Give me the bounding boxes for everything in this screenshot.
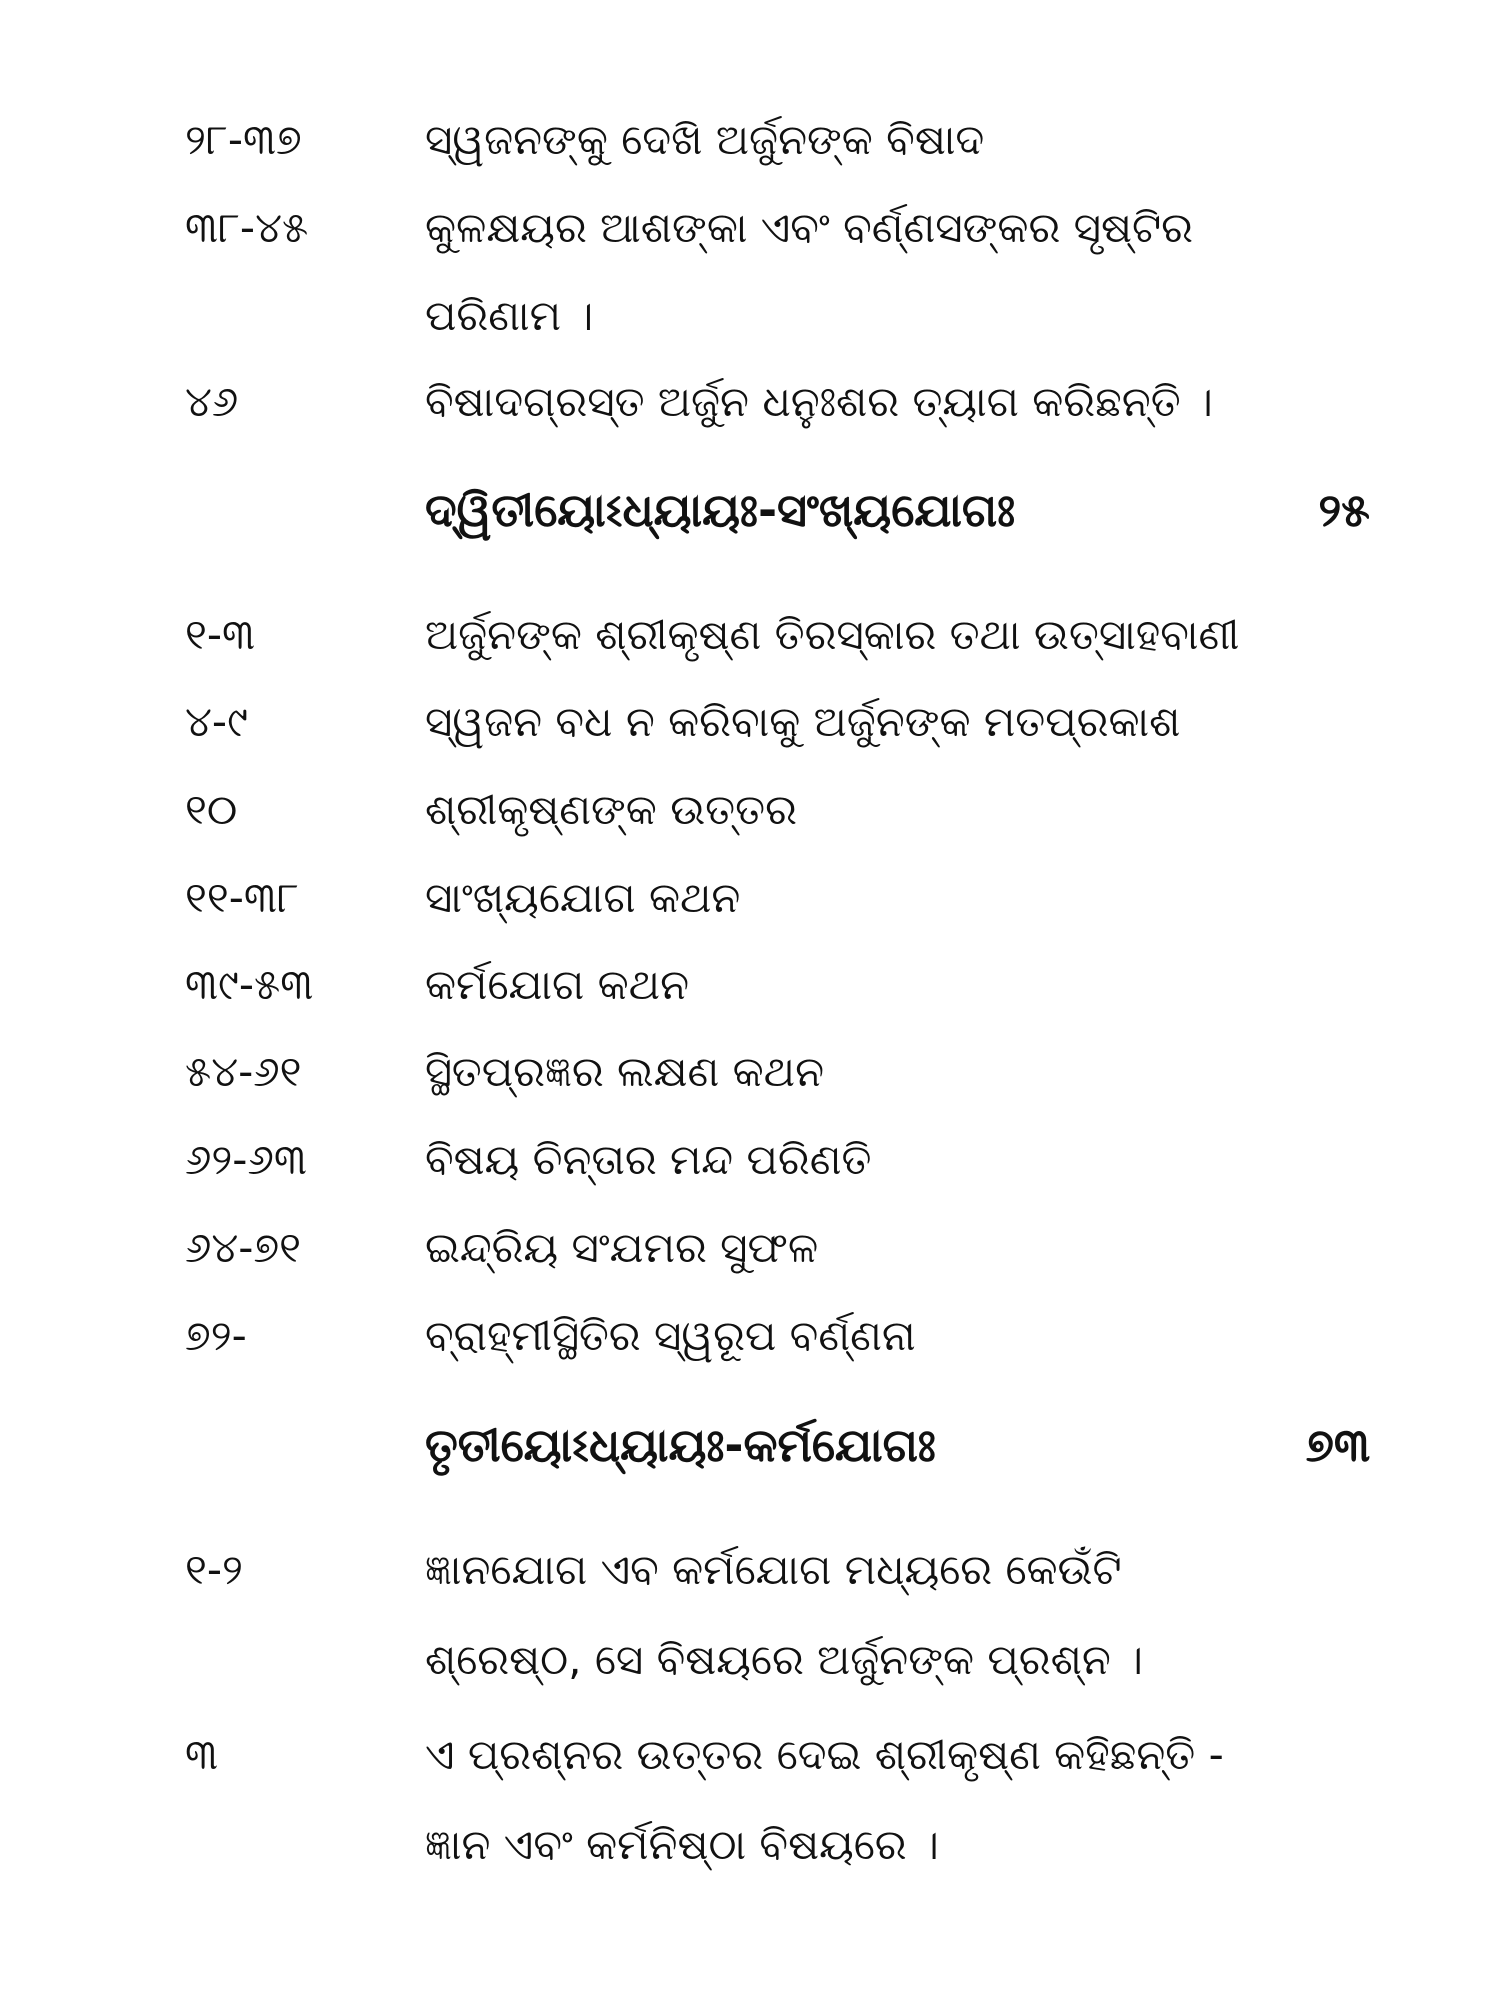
toc-entry xyxy=(0,1296,1500,1376)
verse-range: ୭୨- xyxy=(185,1311,247,1360)
entry-text: ବିଷାଦଗ୍ରସ୍ତ ଅର୍ଜୁନ ଧନୁଃଶର ତ୍ୟାଗ କରିଛନ୍ତି । xyxy=(425,377,1213,426)
entry-text: ଶ୍ରୀକୃଷ୍ଣଙ୍କ ଉତ୍ତର xyxy=(425,785,797,834)
chapter-title: ତୃତୀୟୋଽଧ୍ୟାୟଃ-କର୍ମଯୋଗଃ xyxy=(425,1418,936,1472)
page-number: ୭୩ xyxy=(1305,1418,1370,1472)
verse-range: ୪୬ xyxy=(185,377,239,426)
toc-entry xyxy=(0,100,1500,180)
verse-range: ୩୯-୫୩ xyxy=(185,960,314,1009)
entry-text: ଇନ୍ଦ୍ରିୟ ସଂଯମର ସୁଫଳ xyxy=(425,1223,819,1272)
entry-text: ସାଂଖ୍ୟଯୋଗ କଥନ xyxy=(425,873,741,922)
entry-text: କୁଳକ୍ଷୟର ଆଶଙ୍କା ଏବଂ ବର୍ଣ୍ଣସଙ୍କର ସୃଷ୍ଟିର xyxy=(425,203,1193,252)
toc-entry xyxy=(0,1032,1500,1112)
toc-entry xyxy=(0,1715,1500,1795)
chapter-title: ଦ୍ୱିତୀୟୋଽଧ୍ୟାୟଃ-ସଂଖ୍ୟଯୋଗଃ xyxy=(425,483,1016,537)
page-number: ୨୫ xyxy=(1318,483,1370,537)
toc-entry-continuation xyxy=(0,1620,1500,1700)
toc-entry xyxy=(0,188,1500,268)
verse-range: ୪-୯ xyxy=(185,697,248,746)
entry-text: ସ୍ଥିତପ୍ରଜ୍ଞର ଲକ୍ଷଣ କଥନ xyxy=(425,1047,825,1096)
verse-range: ୧-୨ xyxy=(185,1545,243,1594)
toc-entry-continuation xyxy=(0,1805,1500,1885)
entry-text: ସ୍ୱଜନଙ୍କୁ ଦେଖି ଅର୍ଜୁନଙ୍କ ବିଷାଦ xyxy=(425,115,985,164)
verse-range: ୨୮-୩୭ xyxy=(185,115,302,164)
entry-text: ଜ୍ଞାନଯୋଗ ଏବ କର୍ମଯୋଗ ମଧ୍ୟରେ କେଉଁଟି xyxy=(425,1545,1122,1594)
verse-range: ୧୦ xyxy=(185,785,238,834)
entry-text: ଏ ପ୍ରଶ୍ନର ଉତ୍ତର ଦେଇ ଶ୍ରୀକୃଷ୍ଣ କହିଛନ୍ତି - xyxy=(425,1730,1224,1779)
verse-range: ୬୨-୬୩ xyxy=(185,1135,307,1184)
toc-entry xyxy=(0,362,1500,442)
verse-range: ୩୮-୪୫ xyxy=(185,203,309,252)
toc-entry xyxy=(0,1208,1500,1288)
toc-entry xyxy=(0,858,1500,938)
toc-entry xyxy=(0,770,1500,850)
entry-text: ବିଷୟ ଚିନ୍ତାର ମନ୍ଦ ପରିଣତି xyxy=(425,1135,872,1184)
verse-range: ୩ xyxy=(185,1730,219,1779)
entry-text: ସ୍ୱଜନ ବଧ ନ କରିବାକୁ ଅର୍ଜୁନଙ୍କ ମତପ୍ରକାଶ xyxy=(425,697,1181,746)
entry-text: କର୍ମଯୋଗ କଥନ xyxy=(425,960,690,1009)
verse-range: ୧-୩ xyxy=(185,610,256,659)
verse-range: ୫୪-୬୧ xyxy=(185,1047,302,1096)
entry-text: ଅର୍ଜୁନଙ୍କ ଶ୍ରୀକୃଷ୍ଣ ତିରସ୍କାର ତଥା ଉତ୍ସାହବାଣୀ xyxy=(425,610,1240,659)
entry-text: ଜ୍ଞାନ ଏବଂ କର୍ମନିଷ୍ଠା ବିଷୟରେ । xyxy=(425,1820,939,1869)
toc-entry xyxy=(0,945,1500,1025)
verse-range: ୧୧-୩୮ xyxy=(185,873,299,922)
toc-entry xyxy=(0,1120,1500,1200)
chapter-heading xyxy=(0,470,1500,550)
entry-text: ପରିଣାମ । xyxy=(425,291,594,340)
entry-text: ଶ୍ରେଷ୍ଠ, ସେ ବିଷୟରେ ଅର୍ଜୁନଙ୍କ ପ୍ରଶ୍ନ । xyxy=(425,1635,1144,1684)
toc-entry xyxy=(0,595,1500,675)
toc-entry xyxy=(0,1530,1500,1610)
toc-entry xyxy=(0,682,1500,762)
verse-range: ୬୪-୭୧ xyxy=(185,1223,302,1272)
entry-text: ବ୍ରାହ୍ମୀସ୍ଥିତିର ସ୍ୱରୂପ ବର୍ଣ୍ଣନା xyxy=(425,1311,916,1360)
toc-entry-continuation xyxy=(0,276,1500,356)
chapter-heading xyxy=(0,1405,1500,1485)
